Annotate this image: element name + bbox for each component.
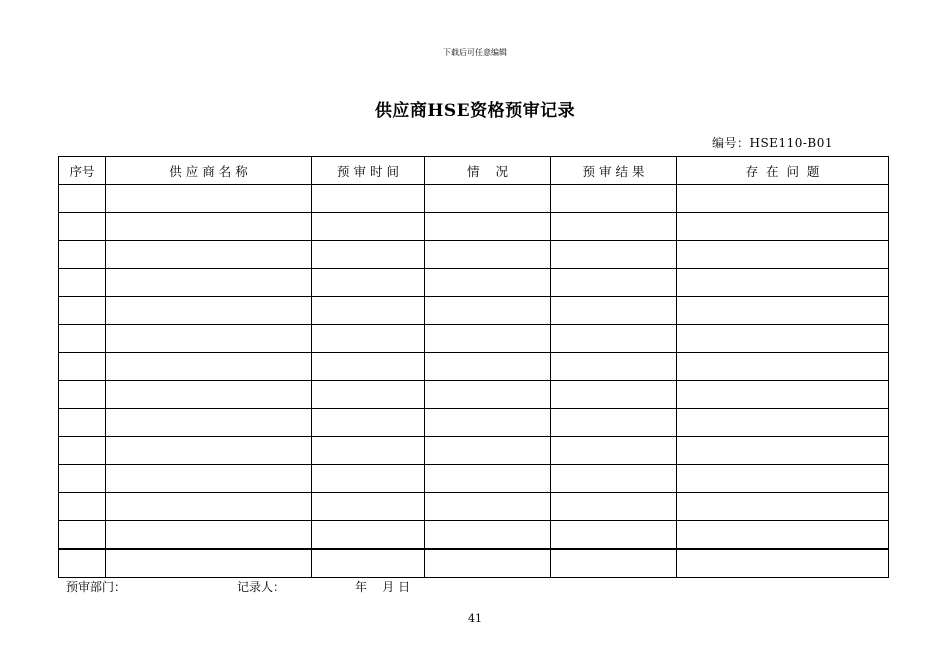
table-cell[interactable] (59, 353, 106, 381)
table-cell[interactable] (312, 353, 425, 381)
table-cell[interactable] (677, 409, 889, 437)
table-cell[interactable] (551, 549, 677, 578)
col-header-review-time: 预 审 时 间 (312, 157, 425, 185)
table-cell[interactable] (551, 521, 677, 550)
table-header-row (59, 157, 889, 185)
table-cell[interactable] (106, 465, 312, 493)
table-cell[interactable] (551, 353, 677, 381)
table-cell[interactable] (106, 353, 312, 381)
table-cell[interactable] (677, 353, 889, 381)
table-cell[interactable] (59, 409, 106, 437)
table-cell[interactable] (312, 297, 425, 325)
table-cell[interactable] (551, 465, 677, 493)
table-cell[interactable] (425, 465, 551, 493)
table-cell[interactable] (677, 465, 889, 493)
table-cell[interactable] (677, 381, 889, 409)
table-cell[interactable] (59, 213, 106, 241)
table-cell[interactable] (312, 521, 425, 550)
table-cell[interactable] (106, 437, 312, 465)
recorder-label: 记录人： (237, 580, 286, 594)
col-header-review-result: 预 审 结 果 (551, 157, 677, 185)
table-cell[interactable] (425, 353, 551, 381)
table-row (59, 465, 889, 493)
table-cell[interactable] (425, 185, 551, 213)
table-cell[interactable] (59, 521, 106, 550)
table-cell[interactable] (677, 185, 889, 213)
table-cell[interactable] (551, 241, 677, 269)
table-row (59, 353, 889, 381)
table-cell[interactable] (677, 241, 889, 269)
table-cell[interactable] (425, 521, 551, 550)
table-row (59, 325, 889, 353)
table-row (59, 437, 889, 465)
table-cell[interactable] (106, 493, 312, 521)
table-cell[interactable] (106, 521, 312, 550)
table-row (59, 185, 889, 213)
table-cell[interactable] (106, 549, 312, 578)
table-cell[interactable] (59, 493, 106, 521)
table-cell[interactable] (677, 297, 889, 325)
table-cell[interactable] (59, 297, 106, 325)
table-cell[interactable] (551, 213, 677, 241)
table-row (59, 493, 889, 521)
table-cell[interactable] (425, 437, 551, 465)
table-row (59, 241, 889, 269)
table-cell[interactable] (106, 185, 312, 213)
review-dept-label: 预审部门： (66, 580, 127, 594)
table-cell[interactable] (106, 213, 312, 241)
table-cell[interactable] (425, 269, 551, 297)
table-cell[interactable] (551, 493, 677, 521)
table-cell[interactable] (59, 549, 106, 578)
table-cell[interactable] (551, 185, 677, 213)
table-cell[interactable] (425, 549, 551, 578)
table-cell[interactable] (677, 437, 889, 465)
table-cell[interactable] (312, 325, 425, 353)
table-cell[interactable] (106, 297, 312, 325)
table-cell[interactable] (312, 381, 425, 409)
table-cell[interactable] (312, 465, 425, 493)
table-cell[interactable] (551, 381, 677, 409)
table-cell[interactable] (677, 493, 889, 521)
table-cell[interactable] (59, 437, 106, 465)
col-header-situation: 情 况 (425, 157, 551, 185)
table-cell[interactable] (59, 269, 106, 297)
table-cell[interactable] (425, 241, 551, 269)
page-number: 41 (468, 612, 482, 625)
table-cell[interactable] (312, 549, 425, 578)
table-cell[interactable] (425, 325, 551, 353)
table-cell[interactable] (312, 241, 425, 269)
document-number: 编号：HSE110-B01 (712, 136, 833, 150)
table-cell[interactable] (106, 269, 312, 297)
table-cell[interactable] (312, 493, 425, 521)
table-cell[interactable] (59, 325, 106, 353)
date-label: 年 月 日 (355, 580, 411, 594)
table-cell[interactable] (425, 381, 551, 409)
table-cell[interactable] (312, 437, 425, 465)
table-row (59, 381, 889, 409)
table-cell[interactable] (106, 241, 312, 269)
table-cell[interactable] (425, 493, 551, 521)
table-cell[interactable] (312, 409, 425, 437)
table-row (59, 213, 889, 241)
table-cell[interactable] (425, 297, 551, 325)
table-cell[interactable] (551, 297, 677, 325)
table-cell[interactable] (677, 269, 889, 297)
col-header-supplier-name: 供 应 商 名 称 (106, 157, 312, 185)
table-cell[interactable] (677, 325, 889, 353)
table-row (59, 269, 889, 297)
table-cell[interactable] (551, 437, 677, 465)
col-header-index: 序号 (59, 157, 106, 185)
table-cell[interactable] (425, 409, 551, 437)
prequalification-table (58, 156, 889, 578)
table-cell[interactable] (312, 185, 425, 213)
table-cell[interactable] (312, 213, 425, 241)
table-cell[interactable] (677, 549, 889, 578)
table-cell[interactable] (677, 213, 889, 241)
table-cell[interactable] (59, 381, 106, 409)
col-header-issues: 存 在 问 题 (677, 157, 889, 185)
table-cell[interactable] (677, 521, 889, 550)
table-row (59, 409, 889, 437)
table-row (59, 549, 889, 578)
table-cell[interactable] (106, 381, 312, 409)
table-cell[interactable] (59, 465, 106, 493)
table-cell[interactable] (312, 269, 425, 297)
table-cell[interactable] (59, 241, 106, 269)
table-cell[interactable] (551, 325, 677, 353)
form-title: 供应商HSE资格预审记录 (374, 101, 576, 121)
table-cell[interactable] (59, 185, 106, 213)
table-cell[interactable] (551, 269, 677, 297)
table-row (59, 297, 889, 325)
table-cell[interactable] (551, 409, 677, 437)
table-cell[interactable] (425, 213, 551, 241)
table-row (59, 521, 889, 550)
table-cell[interactable] (106, 409, 312, 437)
header-note: 下载后可任意编辑 (443, 48, 507, 57)
table-cell[interactable] (106, 325, 312, 353)
